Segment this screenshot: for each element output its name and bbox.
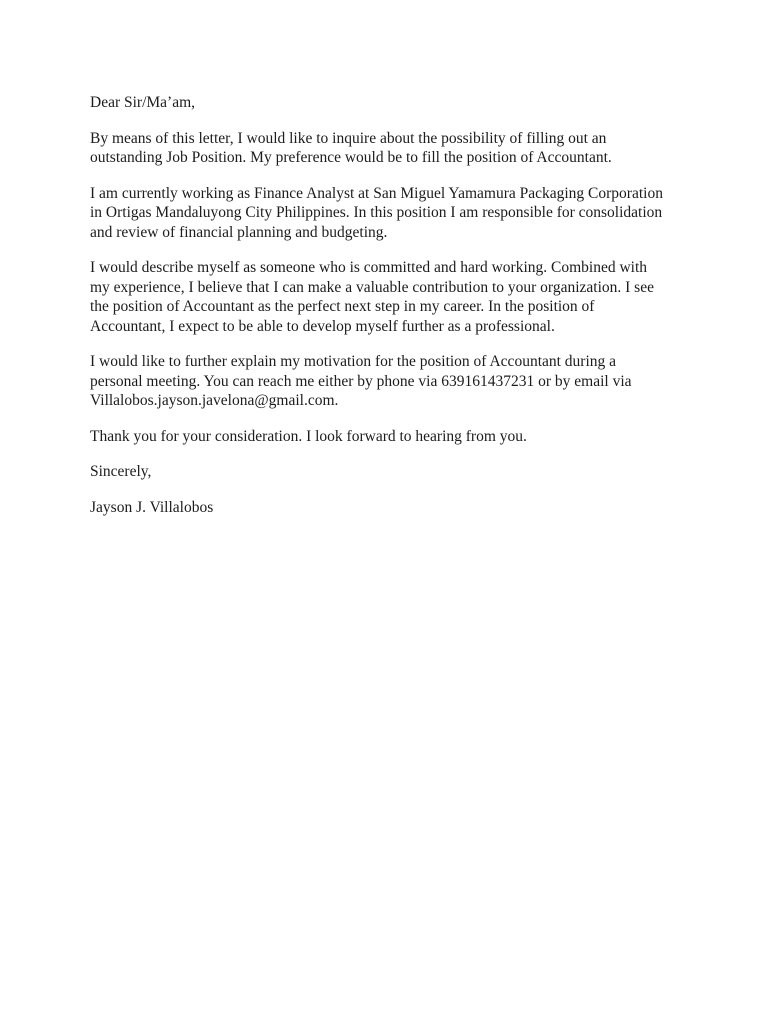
paragraph-current-role: I am currently working as Finance Analyst at San Miguel Yamamura Packaging Corporation in Ortigas Mandaluyong City Philippines. In this position I am responsible for consolidation and review of financial planning and budgeting. bbox=[90, 184, 663, 241]
signature: Jayson J. Villalobos bbox=[90, 498, 214, 516]
paragraph-self-description: I would describe myself as someone who is committed and hard working. Combined with my experience, I believe that I can make a valuable contribution to your organization. I see the position of Accountant as the perfect next step in my career. In the position of Accountant, I expect to be able to develop myself further as a professional. bbox=[90, 259, 654, 335]
paragraph-contact-details: I would like to further explain my motivation for the position of Accountant during a personal meeting. You can reach me either by phone via 639161437231 or by email via Villalobos.jayson.javelona@gmail.com. bbox=[90, 353, 632, 409]
salutation: Dear Sir/Ma’am, bbox=[90, 94, 196, 111]
paragraph-inquiry: By means of this letter, I would like to inquire about the possibility of filling out an outstanding Job Position. My preference would be to fill the position of Accountant. bbox=[90, 129, 612, 166]
letter-body bbox=[90, 93, 670, 533]
closing: Sincerely, bbox=[90, 463, 152, 480]
paragraph-thank-you: Thank you for your consideration. I look forward to hearing from you. bbox=[90, 427, 527, 445]
